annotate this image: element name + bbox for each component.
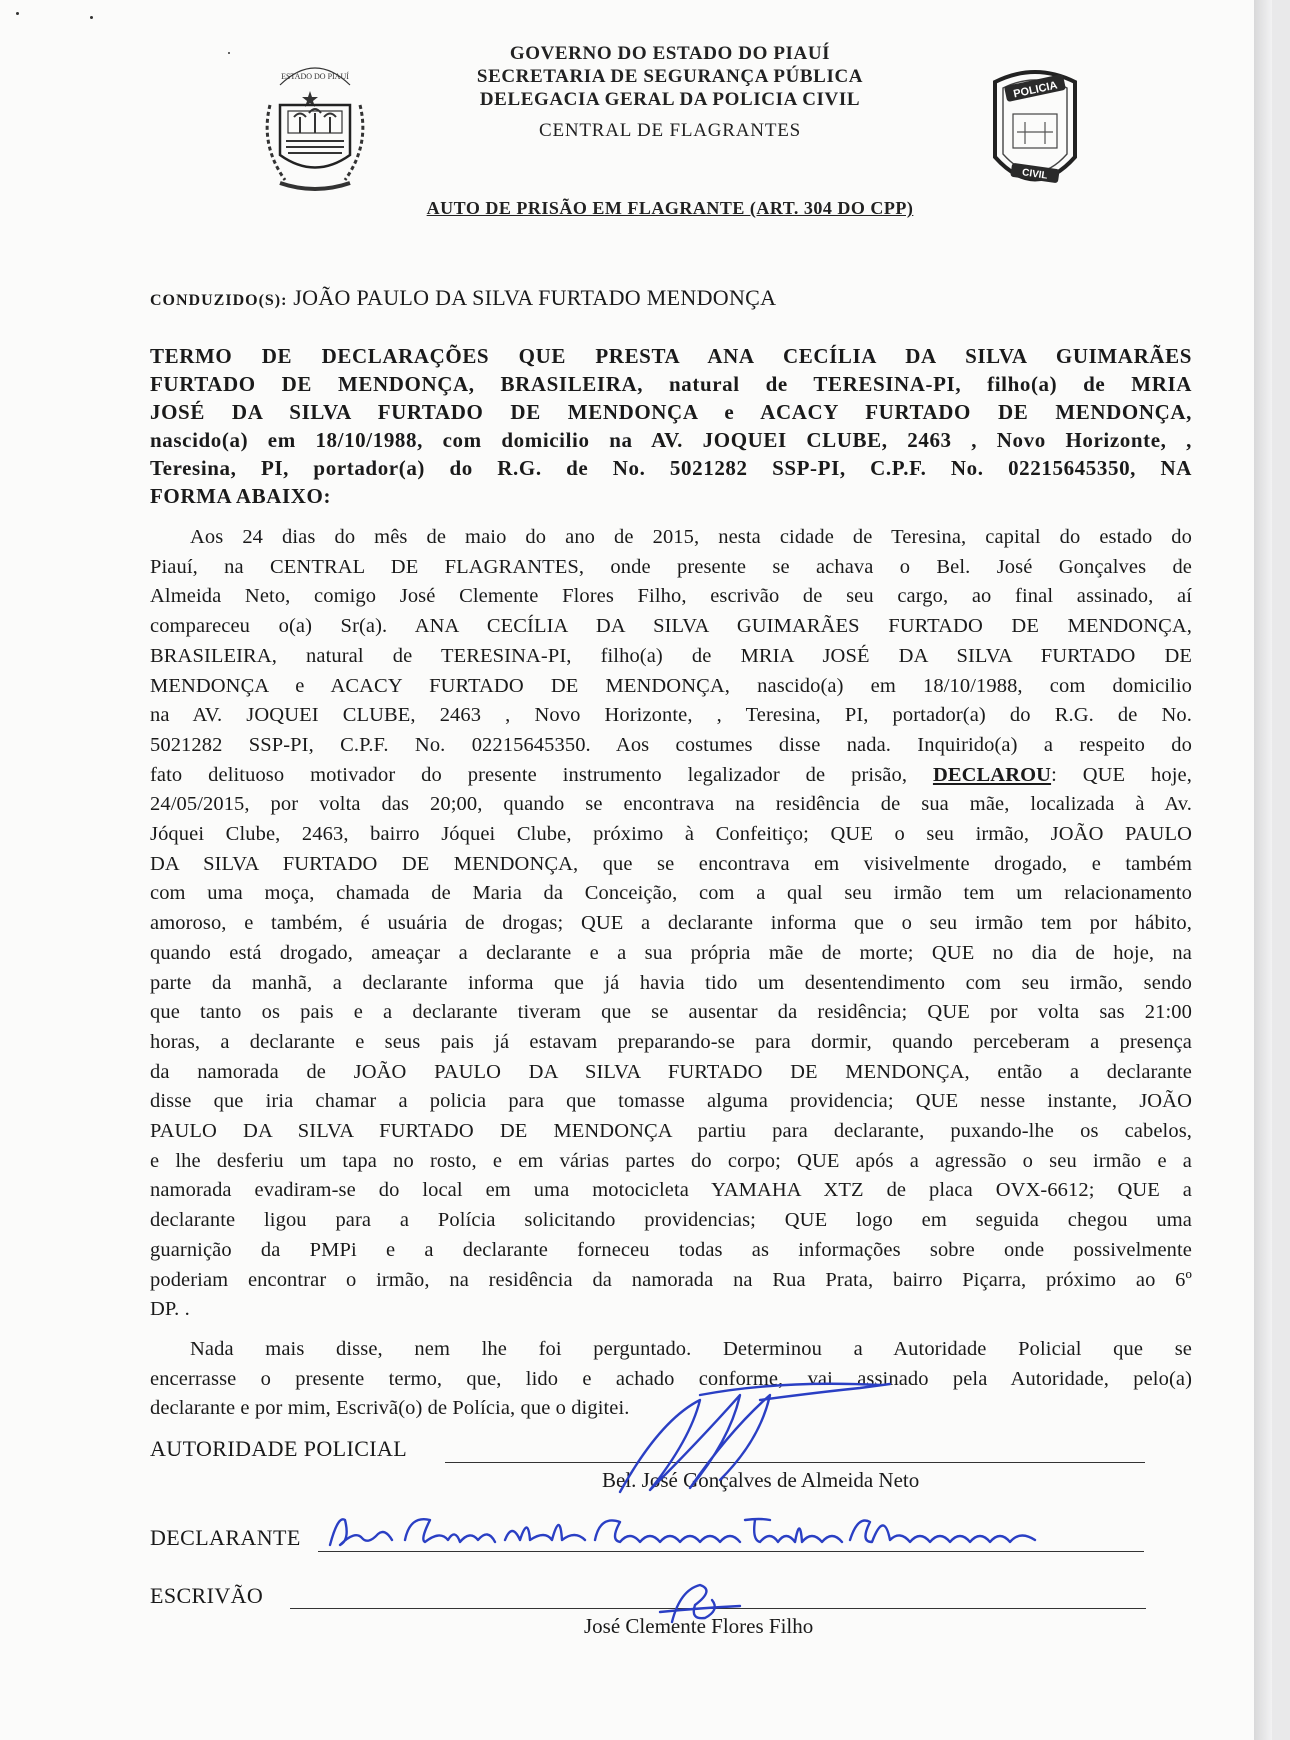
conduzido-name: JOÃO PAULO DA SILVA FURTADO MENDONÇA bbox=[293, 285, 777, 310]
body-line: PAULO DA SILVA FURTADO DE MENDONÇA partiu para declarante, puxando-lhe os cabelos, bbox=[150, 1120, 1192, 1143]
body-line-text: fato delituoso motivador do presente instrumento legalizador de prisão, bbox=[150, 763, 908, 786]
termo-paragraph bbox=[150, 342, 1192, 510]
body-line: da namorada de JOÃO PAULO DA SILVA FURTADO DE MENDONÇA, então a declarante bbox=[150, 1060, 1192, 1083]
body-line: que tanto os pais e a declarante tiveram que se ausentar da residência; QUE por volta sas 21:00 bbox=[150, 1001, 1192, 1024]
escrivao-name: José Clemente Flores Filho bbox=[584, 1614, 814, 1638]
body-line: Piauí, na CENTRAL DE FLAGRANTES, onde presente se achava o Bel. José Gonçalves de bbox=[150, 555, 1192, 578]
declarante-signature-stroke bbox=[745, 1519, 842, 1542]
header-government: GOVERNO DO ESTADO DO PIAUÍ bbox=[509, 43, 831, 64]
escrivao-signature-line bbox=[290, 1608, 1146, 1609]
header-secretariat: SECRETARIA DE SEGURANÇA PÚBLICA bbox=[476, 66, 864, 87]
conduzido-label: CONDUZIDO(S): bbox=[150, 292, 288, 309]
termo-line: FURTADO DE MENDONÇA, BRASILEIRA, natural de TERESINA-PI, filho(a) de MRIA bbox=[150, 372, 1192, 396]
declarou-word: DECLAROU bbox=[932, 763, 1052, 786]
header-central: CENTRAL DE FLAGRANTES bbox=[538, 120, 802, 141]
paper-speck bbox=[16, 12, 19, 15]
body-line: BRASILEIRA, natural de TERESINA-PI, filho(a) de MRIA JOSÉ DA SILVA FURTADO DE bbox=[150, 644, 1192, 667]
body-line: poderiam encontrar o irmão, na residência da namorada na Rua Prata, bairro Piçarra, próximo ao 6º bbox=[150, 1268, 1192, 1291]
declaration-body bbox=[150, 523, 1192, 1424]
declarante-signature-stroke bbox=[330, 1519, 392, 1545]
state-crest-icon bbox=[250, 55, 380, 205]
body-line-declarou bbox=[150, 761, 1192, 791]
declarante-signature-stroke bbox=[405, 1519, 495, 1542]
body-line: declarante ligou para a Polícia solicitando providencias; QUE logo em seguida chegou uma bbox=[150, 1209, 1192, 1232]
badge-top-text: POLICIA bbox=[1012, 79, 1059, 101]
autoridade-label: AUTORIDADE POLICIAL bbox=[150, 1436, 408, 1461]
body-line: 24/05/2015, por volta das 20;00, quando se encontrava na residência de sua mãe, localizada à Av. bbox=[150, 793, 1192, 816]
body-line: Aos 24 dias do mês de maio do ano de 2015, nesta cidade de Teresina, capital do estado do bbox=[190, 526, 1192, 548]
termo-line: FORMA ABAIXO: bbox=[150, 484, 332, 508]
termo-line: JOSÉ DA SILVA FURTADO DE MENDONÇA e ACACY FURTADO DE MENDONÇA, bbox=[150, 400, 1192, 424]
closing-line: encerrasse o presente termo, que, lido e achado conforme, vai assinado pela Autoridade, pelo(a) bbox=[150, 1367, 1192, 1390]
escrivao-label: ESCRIVÃO bbox=[150, 1583, 264, 1608]
conduzido-line bbox=[150, 285, 776, 311]
body-line: com uma moça, chamada de Maria da Conceição, com a qual seu irmão tem um relacionamento bbox=[150, 882, 1192, 905]
autoridade-name: Bel. José Gonçalves de Almeida Neto bbox=[602, 1468, 920, 1492]
badge-bottom-text: CIVIL bbox=[1021, 167, 1049, 182]
termo-line: TERMO DE DECLARAÇÕES QUE PRESTA ANA CECÍLIA DA SILVA GUIMARÃES bbox=[150, 344, 1192, 368]
crest-label: ESTADO DO PIAUÍ bbox=[281, 72, 349, 81]
body-line: amoroso, e também, é usuária de drogas; QUE a declarante informa que o seu irmão tem por hábito, bbox=[150, 912, 1192, 935]
declarante-signature-stroke bbox=[850, 1520, 1035, 1542]
escrivao-signature-stroke bbox=[660, 1606, 740, 1612]
body-line: 5021282 SSP-PI, C.P.F. No. 02215645350. Aos costumes disse nada. Inquirido(a) a respeito do bbox=[150, 733, 1192, 756]
body-line: horas, a declarante e seus pais já estavam preparando-se para dormir, quando perceberam a presença bbox=[150, 1030, 1192, 1053]
autoridade-signature-line bbox=[445, 1462, 1145, 1463]
declarou-rest: : QUE hoje, bbox=[1051, 763, 1192, 786]
body-line: Almeida Neto, comigo José Clemente Flores Filho, escrivão de seu cargo, ao final assinado, aí bbox=[150, 585, 1192, 608]
paper-speck bbox=[228, 52, 230, 54]
declarante-signature-stroke bbox=[595, 1520, 740, 1542]
declarante-label: DECLARANTE bbox=[150, 1525, 301, 1550]
page-edge-shadow bbox=[1254, 0, 1272, 1740]
closing-line: Nada mais disse, nem lhe foi perguntado. Determinou a Autoridade Policial que se bbox=[190, 1337, 1192, 1360]
body-line: compareceu o(a) Sr(a). ANA CECÍLIA DA SILVA GUIMARÃES FURTADO DE MENDONÇA, bbox=[150, 615, 1192, 638]
termo-line: nascido(a) em 18/10/1988, com domicilio na AV. JOQUEI CLUBE, 2463 , Novo Horizonte, , bbox=[150, 428, 1192, 452]
body-line: na AV. JOQUEI CLUBE, 2463 , Novo Horizonte, , Teresina, PI, portador(a) do R.G. de No. bbox=[150, 704, 1192, 727]
closing-line: declarante e por mim, Escrivã(o) de Polícia, que o digitei. bbox=[150, 1397, 630, 1420]
body-line: namorada evadiram-se do local em uma motocicleta YAMAHA XTZ de placa OVX-6612; QUE a bbox=[150, 1179, 1192, 1202]
declarante-signature-stroke bbox=[505, 1525, 585, 1540]
body-line: DP. . bbox=[150, 1298, 190, 1321]
body-line: quando está drogado, ameaçar a declarante e a sua própria mãe de morte; QUE no dia de hoje, na bbox=[150, 941, 1192, 964]
auto-title: AUTO DE PRISÃO EM FLAGRANTE (ART. 304 DO CPP) bbox=[426, 198, 914, 218]
header-delegacia: DELEGACIA GERAL DA POLICIA CIVIL bbox=[479, 89, 861, 110]
body-line: disse que iria chamar a policia para que tomasse alguma providencia; QUE nesse instante, JOÃO bbox=[150, 1090, 1192, 1113]
body-line: e lhe desferiu um tapa no rosto, e em várias partes do corpo; QUE após a agressão o seu irmão e a bbox=[150, 1149, 1192, 1172]
body-line: MENDONÇA e ACACY FURTADO DE MENDONÇA, nascido(a) em 18/10/1988, com domicilio bbox=[150, 674, 1192, 697]
body-line: Jóquei Clube, 2463, bairro Jóquei Clube, próximo à Confeitiço; QUE o seu irmão, JOÃO PAULO bbox=[150, 823, 1192, 846]
police-badge-icon bbox=[985, 62, 1085, 202]
body-line: parte da manhã, a declarante informa que já havia tido um desentendimento com seu irmão, sendo bbox=[150, 971, 1192, 994]
body-line: guarnição da PMPi e a declarante forneceu todas as informações sobre onde possivelmente bbox=[150, 1238, 1192, 1261]
body-line: DA SILVA FURTADO DE MENDONÇA, que se encontrava em visivelmente drogado, e também bbox=[150, 852, 1192, 875]
document-header bbox=[400, 42, 940, 142]
paper-speck bbox=[90, 16, 93, 19]
declarante-signature-line bbox=[318, 1551, 1144, 1552]
termo-line: Teresina, PI, portador(a) do R.G. de No. 5021282 SSP-PI, C.P.F. No. 02215645350, NA bbox=[150, 456, 1192, 480]
